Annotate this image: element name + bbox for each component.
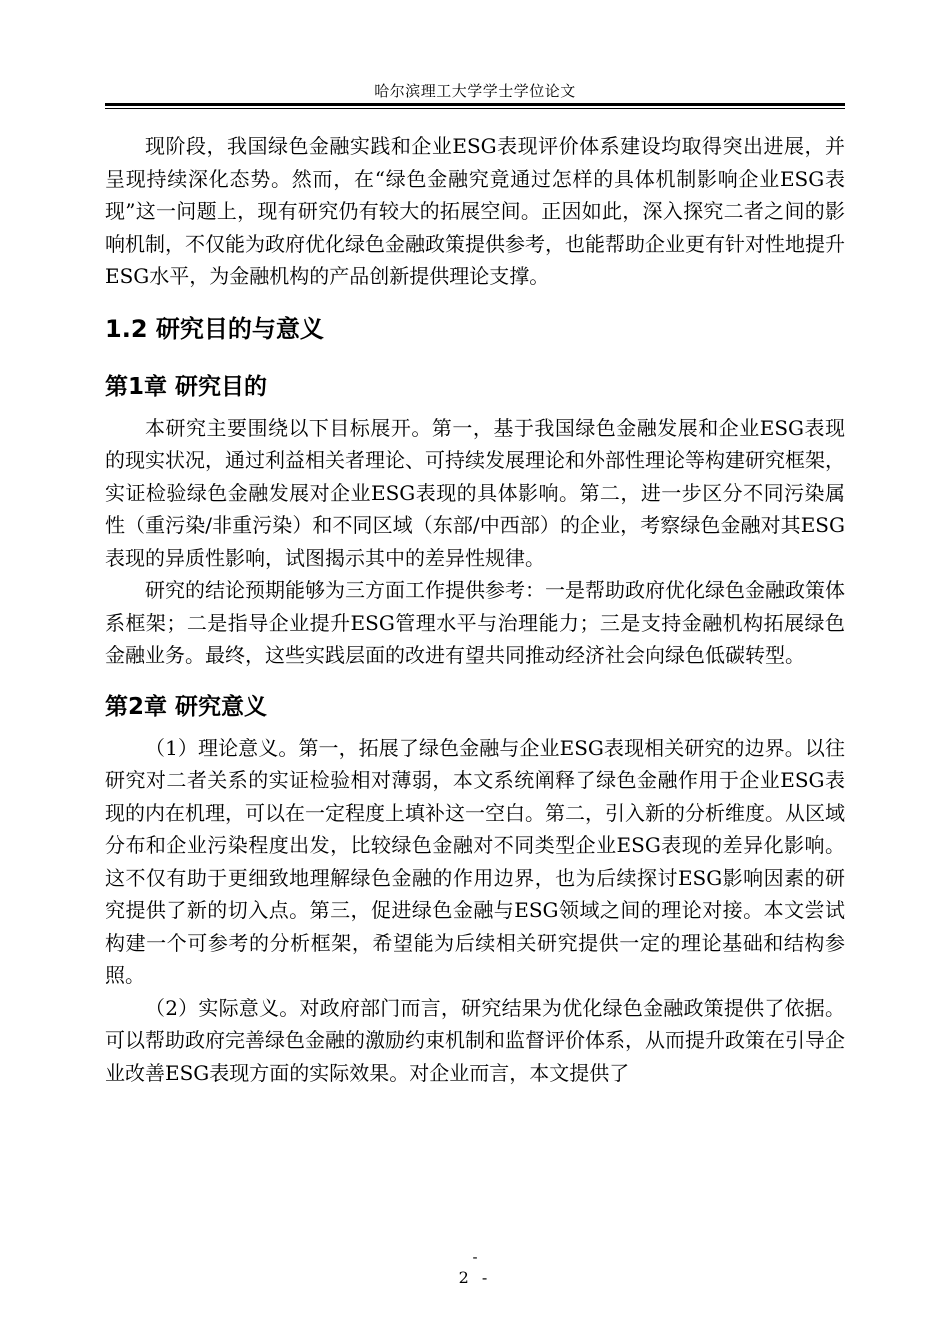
purpose-paragraph-2: 研究的结论预期能够为三方面工作提供参考：一是帮助政府优化绿色金融政策体系框架；二是指导企业提升ESG管理水平与治理能力；三是支持金融机构拓展绿色金融业务。最终，这些实践层面的改进有望共同推动经济社会向绿色低碳转型。 <box>105 578 845 667</box>
section-heading-1-2: 1.2 研究目的与意义 <box>105 314 324 343</box>
footer-dash: - <box>472 1248 478 1266</box>
purpose-paragraph-1: 本研究主要围绕以下目标展开。第一，基于我国绿色金融发展和企业ESG表现的现实状况，通过利益相关者理论、可持续发展理论和外部性理论等构建研究框架，实证检验绿色金融发展对企业ESG表现的具体影响。第二，进一步区分不同污染属性（重污染/非重污染）和不同区域（东部/中西部）的企业，考察绿色金融对其ESG表现的异质性影响，试图揭示其中的差异性规律。 <box>105 415 845 570</box>
significance-paragraph-1: （1）理论意义。第一，拓展了绿色金融与企业ESG表现相关研究的边界。以往研究对二者关系的实证检验相对薄弱，本文系统阐释了绿色金融作用于企业ESG表现的内在机理，可以在一定程度上填补这一空白。第二，引入新的分析维度。从区域分布和企业污染程度出发，比较绿色金融对不同类型企业ESG表现的差异化影响。这不仅有助于更细致地理解绿色金融的作用边界，也为后续探讨ESG影响因素的研究提供了新的切入点。第三，促进绿色金融与ESG领域之间的理论对接。本文尝试构建一个可参考的分析框架，希望能为后续相关研究提供一定的理论基础和结构参照。 <box>105 735 845 987</box>
chapter-1-heading: 第1章 研究目的 <box>105 373 268 400</box>
significance-paragraph-2: （2）实际意义。对政府部门而言，研究结果为优化绿色金融政策提供了依据。可以帮助政府完善绿色金融的激励约束机制和监督评价体系，从而提升政策在引导企业改善ESG表现方面的实际效果。对企业而言，本文提供了 <box>105 995 845 1085</box>
chapter-2-heading: 第2章 研究意义 <box>105 693 268 720</box>
running-header-title: 哈尔滨理工大学学士学位论文 <box>374 82 576 100</box>
header-rule-thin <box>105 108 845 109</box>
body-content <box>105 130 845 1089</box>
header-rule-thick <box>105 103 845 106</box>
page-number: 2 - <box>458 1268 492 1287</box>
intro-paragraph: 现阶段，我国绿色金融实践和企业ESG表现评价体系建设均取得突出进展，并呈现持续深化态势。然而，在“绿色金融究竟通过怎样的具体机制影响企业ESG表现”这一问题上，现有研究仍有较大的拓展空间。正因如此，深入探究二者之间的影响机制，不仅能为政府优化绿色金融政策提供参考，也能帮助企业更有针对性地提升ESG水平，为金融机构的产品创新提供理论支撑。 <box>105 134 845 288</box>
